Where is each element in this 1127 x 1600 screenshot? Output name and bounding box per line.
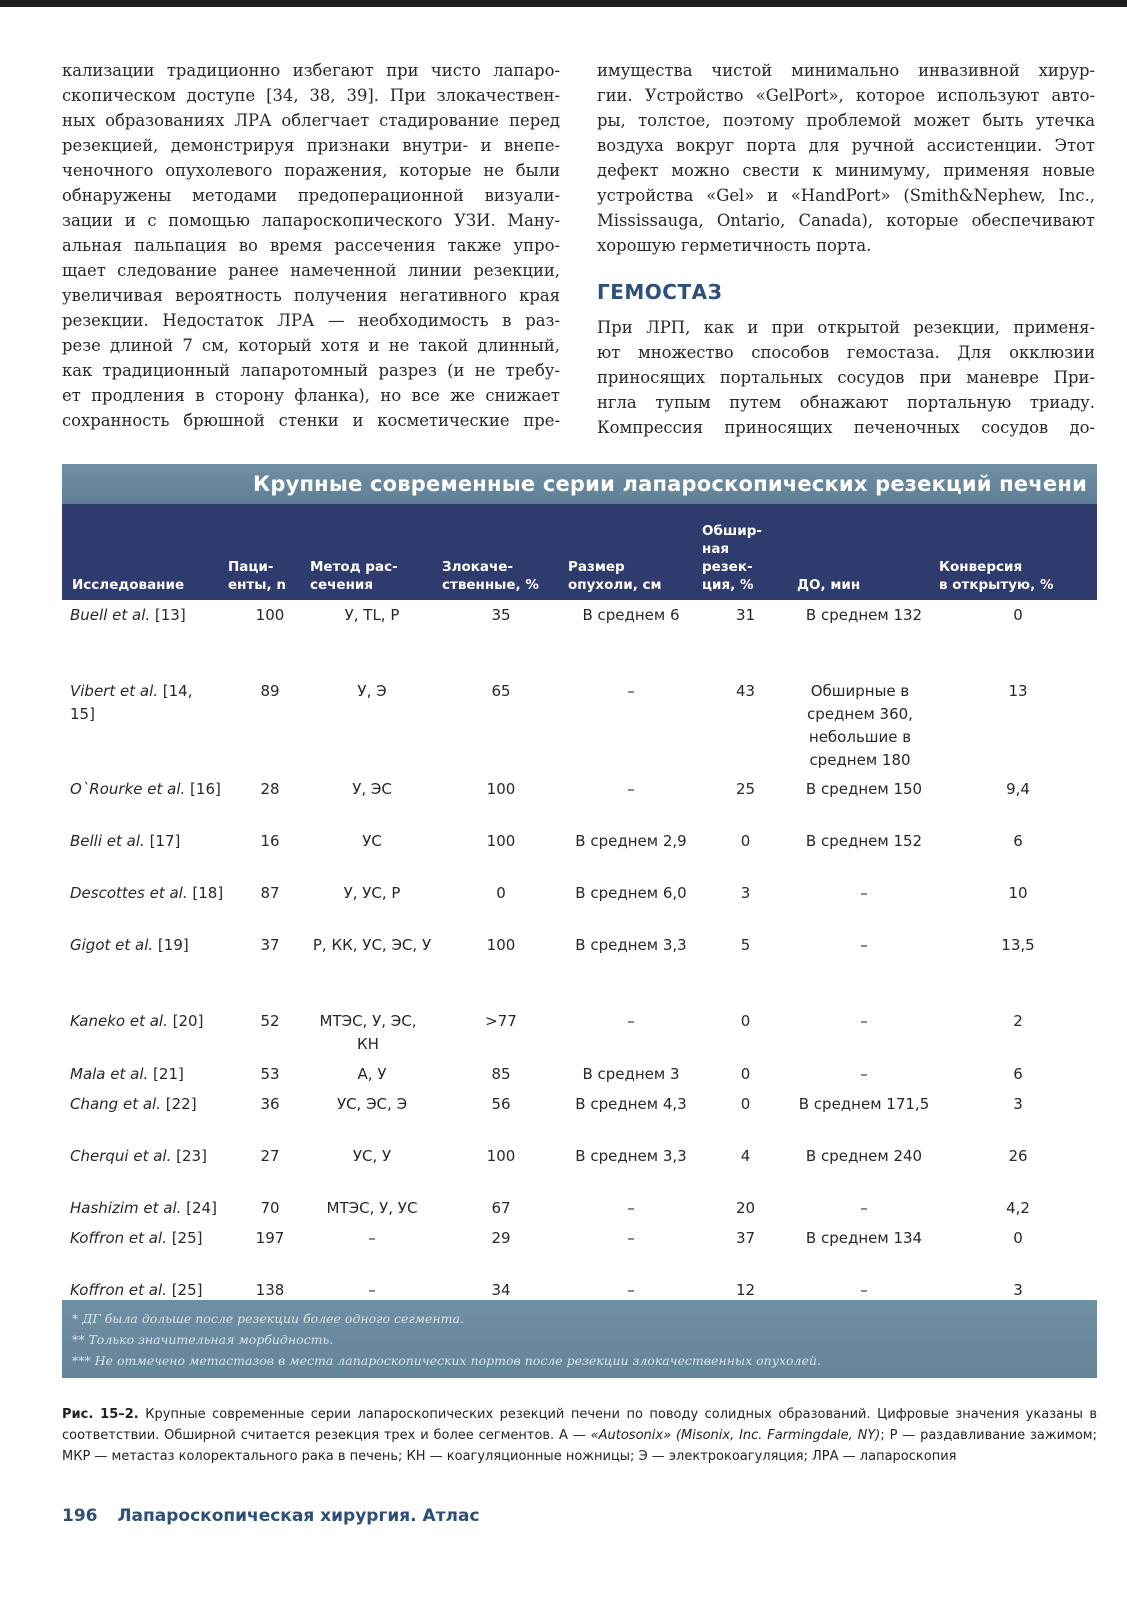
book-title: Лапароскопическая хирургия. Атлас <box>117 1506 480 1526</box>
conversion-cell: 10 <box>1008 884 1028 902</box>
patients-cell: 87 <box>260 884 280 902</box>
text-line: При ЛРП, как и при открытой резекции, применя- <box>597 318 1095 337</box>
method-cell: Р, КК, УС, ЭС, У <box>312 936 432 954</box>
tumor-size-cell: – <box>627 1281 635 1299</box>
table-body <box>62 600 1097 1300</box>
table-row <box>62 1093 1097 1116</box>
study-cell <box>62 604 230 627</box>
major-resection-cell: 0 <box>740 1095 751 1113</box>
right-paragraph-bottom <box>597 315 1095 440</box>
conversion-cell: 13 <box>1008 682 1028 700</box>
patients-cell: 53 <box>260 1065 280 1083</box>
malignant-cell: 34 <box>491 1281 511 1299</box>
note-1: * ДГ была дольше после резекции более одного сегмента. <box>72 1311 464 1326</box>
text-line: устройства «Gel» и «HandPort» (Smith&Nephew, Inc., <box>597 186 1095 205</box>
malignant-cell: 67 <box>491 1199 511 1217</box>
tumor-size-cell: – <box>627 1199 635 1217</box>
conversion-cell: 6 <box>1013 832 1023 850</box>
malignant-cell: >77 <box>485 1012 517 1030</box>
table-header <box>62 504 1097 600</box>
malignant-cell: 100 <box>486 780 516 798</box>
study-reference: [14, 15] <box>70 682 193 723</box>
left-text-column <box>62 58 560 433</box>
do-cell: В среднем 171,5 <box>798 1095 930 1113</box>
conversion-cell: 2 <box>1013 1012 1023 1030</box>
patients-cell: 100 <box>255 606 285 624</box>
study-cell <box>62 1227 230 1250</box>
study-author: Cherqui et al. <box>70 1147 172 1165</box>
text-line: воздуха вокруг порта для ручной ассистенции. Этот <box>597 136 1095 155</box>
patients-cell: 27 <box>260 1147 280 1165</box>
do-cell: – <box>860 1012 868 1030</box>
study-author: Koffron et al. <box>70 1281 167 1299</box>
header-major-resection: Обшир- ная резек- ция, % <box>702 523 762 593</box>
study-reference: [22] <box>160 1095 197 1113</box>
patients-cell: 28 <box>260 780 280 798</box>
tumor-size-cell: В среднем 6 <box>582 606 680 624</box>
do-cell: Обширные в среднем 360, небольшие в среднем 180 <box>807 682 913 769</box>
do-cell: В среднем 152 <box>805 832 923 850</box>
conversion-cell: 0 <box>1013 606 1023 624</box>
major-resection-cell: 31 <box>735 606 756 624</box>
study-author: Mala et al. <box>70 1065 149 1083</box>
study-author: Koffron et al. <box>70 1229 167 1247</box>
patients-cell: 36 <box>260 1095 280 1113</box>
text-line: ных образованиях ЛРА облегчает стадирование перед <box>62 111 560 130</box>
text-line: зации и с помощью лапароскопического УЗИ. Ману- <box>62 211 560 230</box>
table-row <box>62 680 1097 772</box>
malignant-cell: 29 <box>491 1229 511 1247</box>
study-reference: [19] <box>153 936 189 954</box>
study-reference: [17] <box>144 832 181 850</box>
study-author: Kaneko et al. <box>70 1012 168 1030</box>
study-cell <box>62 1279 230 1302</box>
text-line: ют множество способов гемостаза. Для окклюзии <box>597 343 1095 362</box>
right-paragraph-top <box>597 58 1095 258</box>
study-cell <box>62 1063 230 1086</box>
conversion-cell: 9,4 <box>1006 780 1030 798</box>
do-cell: – <box>860 1065 868 1083</box>
do-cell: – <box>860 1199 868 1217</box>
major-resection-cell: 4 <box>740 1147 751 1165</box>
section-heading: ГЕМОСТАЗ <box>597 280 723 304</box>
patients-cell: 89 <box>260 682 280 700</box>
method-cell: МТЭС, У, ЭС, КН <box>319 1012 417 1053</box>
method-cell: УС, ЭС, Э <box>336 1095 408 1113</box>
do-cell: В среднем 132 <box>805 606 923 624</box>
text-line: обнаружены методами предоперационной визуали- <box>62 186 560 205</box>
text-line: ет продления в сторону фланка), но все же снижает <box>62 386 560 405</box>
study-cell <box>62 1093 230 1116</box>
conversion-cell: 3 <box>1013 1095 1023 1113</box>
text-line: гии. Устройство «GelPort», которое используют авто- <box>597 86 1095 105</box>
table-row <box>62 1197 1097 1220</box>
study-author: Hashizim et al. <box>70 1199 182 1217</box>
malignant-cell: 100 <box>486 936 516 954</box>
table-row <box>62 778 1097 801</box>
do-cell: В среднем 134 <box>805 1229 923 1247</box>
header-conversion: Конверсия в открытую, % <box>939 559 1054 593</box>
patients-cell: 52 <box>260 1012 280 1030</box>
tumor-size-cell: В среднем 3,3 <box>575 1147 687 1165</box>
table-title: Крупные современные серии лапароскопических резекций печени <box>62 464 1097 504</box>
text-line: увеличивая вероятность получения негативного края <box>62 286 560 305</box>
tumor-size-cell: – <box>627 1229 635 1247</box>
do-cell: В среднем 150 <box>805 780 923 798</box>
method-cell: – <box>368 1281 376 1299</box>
method-cell: У, TL, Р <box>344 606 400 624</box>
text-line: кализации традиционно избегают при чисто лапаро- <box>62 61 560 80</box>
tumor-size-cell: – <box>627 1012 635 1030</box>
tumor-size-cell: В среднем 3 <box>582 1065 680 1083</box>
study-reference: [23] <box>171 1147 207 1165</box>
do-cell: В среднем 240 <box>805 1147 923 1165</box>
table-row <box>62 882 1097 905</box>
text-line: хорошую герметичность порта. <box>597 236 872 255</box>
method-cell: А, У <box>357 1065 387 1083</box>
major-resection-cell: 0 <box>740 1065 751 1083</box>
figure-caption <box>62 1404 1097 1467</box>
method-cell: – <box>368 1229 376 1247</box>
study-reference: [21] <box>148 1065 184 1083</box>
text-line: резе длиной 7 см, который хотя и не такой длинный, <box>62 336 560 355</box>
text-line: имущества чистой минимально инвазивной хирур- <box>597 61 1095 80</box>
top-rule <box>0 0 1127 7</box>
major-resection-cell: 12 <box>735 1281 756 1299</box>
text-line: щает следование ранее намеченной линии резекции, <box>62 261 560 280</box>
study-author: Chang et al. <box>70 1095 161 1113</box>
tumor-size-cell: В среднем 2,9 <box>575 832 687 850</box>
patients-cell: 70 <box>260 1199 280 1217</box>
conversion-cell: 13,5 <box>1001 936 1035 954</box>
method-cell: У, ЭС <box>352 780 392 798</box>
study-reference: [20] <box>167 1012 204 1030</box>
malignant-cell: 100 <box>486 832 516 850</box>
major-resection-cell: 0 <box>740 1012 751 1030</box>
table-row <box>62 830 1097 853</box>
header-do: ДО, мин <box>797 577 861 593</box>
page-number: 196 <box>62 1506 98 1526</box>
study-cell <box>62 1010 230 1056</box>
conversion-cell: 3 <box>1013 1281 1023 1299</box>
major-resection-cell: 20 <box>735 1199 756 1217</box>
table-row <box>62 1145 1097 1168</box>
method-cell: МТЭС, У, УС <box>326 1199 418 1217</box>
major-resection-cell: 3 <box>740 884 751 902</box>
conversion-cell: 0 <box>1013 1229 1023 1247</box>
table-row <box>62 1279 1097 1302</box>
text-line: ры, толстое, поэтому проблемой может быть утечка <box>597 111 1095 130</box>
header-patients: Паци- енты, n <box>228 559 286 593</box>
header-study: Исследование <box>72 577 185 593</box>
conversion-cell: 26 <box>1008 1147 1028 1165</box>
study-author: Belli et al. <box>70 832 145 850</box>
text-line: дефект можно свести к минимуму, применяя новые <box>597 161 1095 180</box>
caption-italic: «Autosonix» (Misonix, Inc. Farmingdale, NY) <box>590 1428 881 1443</box>
study-cell <box>62 934 230 957</box>
malignant-cell: 65 <box>491 682 511 700</box>
studies-table <box>62 464 1097 1378</box>
malignant-cell: 100 <box>486 1147 516 1165</box>
header-tumor-size: Размер опухоли, см <box>568 559 662 593</box>
study-reference: [24] <box>181 1199 217 1217</box>
study-reference: [16] <box>185 780 221 798</box>
malignant-cell: 85 <box>491 1065 511 1083</box>
caption-text-2: ; Р — раздавливание зажимом; МКР — метастаз колоректального рака в печень; КН — коагуляционные ножницы; Э — электрокоагуляция; ЛРА — лапароскопия <box>62 1428 1097 1464</box>
text-line: сохранность брюшной стенки и косметические пре- <box>62 411 560 430</box>
header-malignant: Злокаче- ственные, % <box>442 559 539 593</box>
tumor-size-cell: В среднем 6,0 <box>575 884 687 902</box>
text-line: резекции. Недостаток ЛРА — необходимость в раз- <box>62 311 560 330</box>
major-resection-cell: 5 <box>740 936 751 954</box>
table-row <box>62 604 1097 627</box>
study-cell <box>62 680 230 772</box>
major-resection-cell: 25 <box>735 780 756 798</box>
text-line: резекцией, демонстрируя признаки внутри- и внепе- <box>62 136 560 155</box>
patients-cell: 197 <box>255 1229 285 1247</box>
method-cell: У, Э <box>357 682 387 700</box>
table-row <box>62 1010 1097 1056</box>
tumor-size-cell: В среднем 4,3 <box>575 1095 687 1113</box>
table-row <box>62 934 1097 957</box>
text-line: Mississauga, Ontario, Canada), которые обеспечивают <box>597 211 1095 230</box>
text-line: нгла тупым путем обнажают портальную триаду. <box>597 393 1095 412</box>
study-reference: [13] <box>150 606 186 624</box>
table-notes <box>62 1300 1097 1378</box>
malignant-cell: 35 <box>491 606 511 624</box>
tumor-size-cell: В среднем 3,3 <box>575 936 687 954</box>
patients-cell: 37 <box>260 936 280 954</box>
text-line: Компрессия приносящих печеночных сосудов до- <box>597 418 1095 437</box>
table-row <box>62 1063 1097 1086</box>
major-resection-cell: 0 <box>740 832 751 850</box>
major-resection-cell: 37 <box>735 1229 756 1247</box>
note-3: *** Не отмечено метастазов в места лапароскопических портов после резекции злокачественных опухолей. <box>72 1353 821 1368</box>
study-cell <box>62 1145 230 1168</box>
caption-label: Рис. 15–2. <box>62 1407 139 1422</box>
study-cell <box>62 830 230 853</box>
text-line: как традиционный лапаротомный разрез (и не требу- <box>62 361 560 380</box>
do-cell: – <box>860 1281 868 1299</box>
tumor-size-cell: – <box>627 682 635 700</box>
study-cell <box>62 778 230 801</box>
study-author: Buell et al. <box>70 606 151 624</box>
right-text-column <box>597 58 1095 440</box>
study-reference: [25] <box>166 1281 203 1299</box>
text-line: скопическом доступе [34, 38, 39]. При злокачествен- <box>62 86 560 105</box>
study-cell <box>62 1197 230 1220</box>
malignant-cell: 0 <box>496 884 506 902</box>
do-cell: – <box>860 884 868 902</box>
conversion-cell: 4,2 <box>1006 1199 1030 1217</box>
study-cell <box>62 882 230 905</box>
table-row <box>62 1227 1097 1250</box>
major-resection-cell: 43 <box>735 682 756 700</box>
study-author: Descottes et al. <box>70 884 188 902</box>
study-author: Vibert et al. <box>70 682 159 700</box>
caption-text-1: Крупные современные серии лапароскопических резекций печени по поводу солидных образований. Цифровые значения указаны в соответствии. Обширной считается резекция трех и более сегментов. А — <box>62 1407 1097 1443</box>
patients-cell: 138 <box>255 1281 285 1299</box>
text-line: приносящих портальных сосудов при маневре При- <box>597 368 1095 387</box>
conversion-cell: 6 <box>1013 1065 1023 1083</box>
patients-cell: 16 <box>260 832 280 850</box>
malignant-cell: 56 <box>491 1095 511 1113</box>
header-method: Метод рас- сечения <box>310 559 398 593</box>
study-reference: [18] <box>187 884 224 902</box>
study-author: O`Rourke et al. <box>70 780 186 798</box>
study-author: Gigot et al. <box>70 936 154 954</box>
study-reference: [25] <box>166 1229 203 1247</box>
text-line: ченочного опухолевого поражения, которые не были <box>62 161 560 180</box>
tumor-size-cell: – <box>627 780 635 798</box>
do-cell: – <box>860 936 868 954</box>
method-cell: УС, У <box>352 1147 392 1165</box>
method-cell: У, УС, Р <box>343 884 401 902</box>
page-footer <box>62 1506 480 1526</box>
method-cell: УС <box>362 832 382 850</box>
text-line: альная пальпация во время рассечения также упро- <box>62 236 560 255</box>
note-2: ** Только значительная морбидность. <box>72 1332 334 1347</box>
